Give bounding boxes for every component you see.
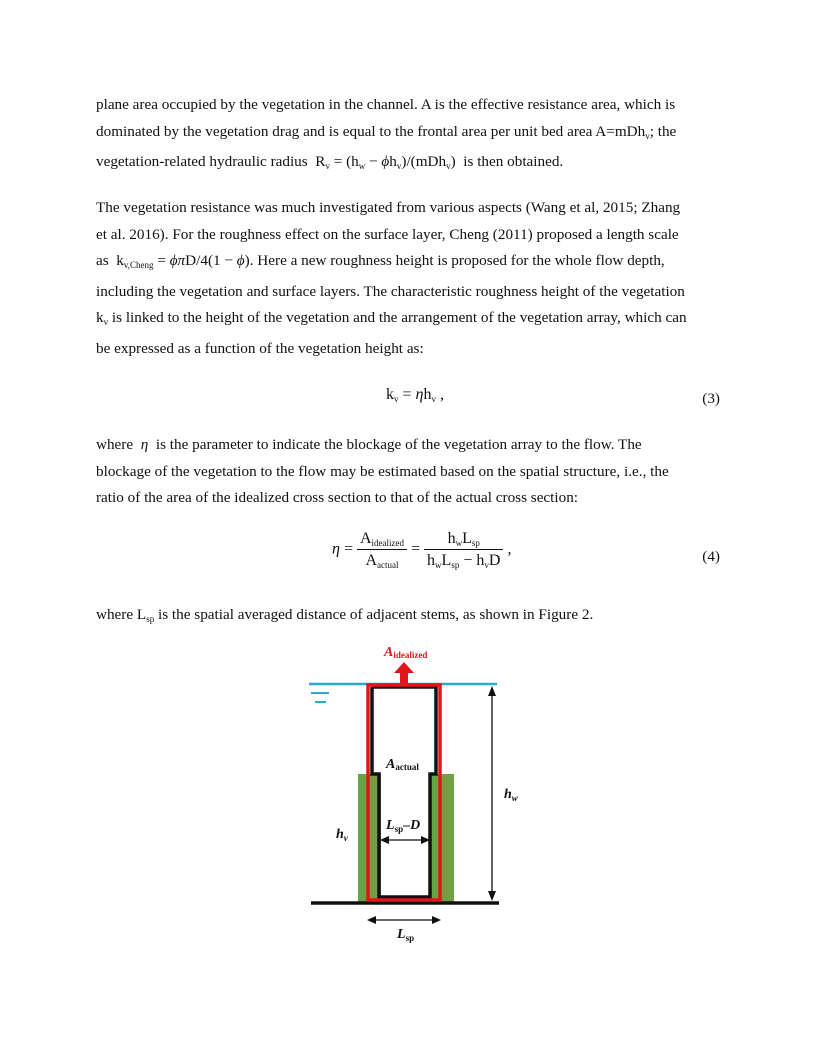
p4-text-a: where L bbox=[96, 606, 147, 623]
paragraph-4 bbox=[96, 602, 721, 633]
equation-3: $k_v = \eta h_v$ , bbox=[386, 386, 444, 404]
p2-line-3a: as bbox=[96, 252, 109, 270]
p1-line-2-sub: v bbox=[645, 130, 650, 141]
label-lsp-minus-d: $L_{sp}-D$ bbox=[386, 818, 421, 834]
hw-arrow-bottom bbox=[488, 891, 496, 901]
p3-line-3: ratio of the area of the idealized cross section to that of the actual cross section: bbox=[96, 489, 579, 507]
label-a-idealized: Aidealized bbox=[384, 645, 428, 660]
idealized-arrow-head bbox=[394, 662, 414, 673]
p2-line-2: et al. 2016). For the roughness effect on the surface layer, Cheng (2011) proposed a length scale bbox=[96, 225, 679, 243]
equation-4-number: (4) bbox=[702, 548, 720, 565]
p1-line-3b: is then obtained. bbox=[463, 153, 564, 171]
p2-line-5-sub: v bbox=[103, 317, 109, 328]
label-lsp: $L_{sp}$ bbox=[397, 927, 415, 943]
paragraph-2 bbox=[96, 195, 721, 363]
p2-line-1: The vegetation resistance was much investigated from various aspects (Wang et al, 2015; Zhang bbox=[96, 199, 681, 216]
p2-line-3b: . Here a new roughness height is proposed for the whole flow depth, bbox=[249, 252, 665, 270]
equation-3-number: (3) bbox=[702, 390, 720, 407]
p1-line-2a: dominated by the vegetation drag and is equal to the frontal area per unit bed area A=mDh bbox=[96, 122, 646, 140]
lsp-arrow-left bbox=[367, 916, 376, 924]
p1-line-3a: vegetation-related hydraulic radius bbox=[96, 153, 308, 171]
eta-symbol: η bbox=[136, 436, 153, 453]
p3-line-1a: where bbox=[96, 436, 134, 453]
p4-sub: sp bbox=[146, 614, 155, 624]
label-hw: $h_w$ bbox=[504, 787, 518, 803]
lsp-d-arrow-right bbox=[421, 836, 430, 844]
lsp-arrow-right bbox=[432, 916, 441, 924]
vegetation-stem-right bbox=[430, 774, 454, 902]
hw-arrow-top bbox=[488, 686, 496, 696]
p2-line-6: be expressed as a function of the vegetation height as: bbox=[96, 339, 424, 357]
idealized-cross-section-outline bbox=[368, 685, 440, 900]
label-a-actual: Aactual bbox=[386, 757, 419, 772]
p1-line-1: plane area occupied by the vegetation in the channel. A is the effective resistance area, which is bbox=[96, 96, 676, 113]
p2-line-5b: is linked to the height of the vegetation and the arrangement of the vegetation array, which can bbox=[108, 309, 687, 327]
idealized-arrow-shaft bbox=[400, 672, 408, 684]
paragraph-3 bbox=[96, 432, 721, 512]
p1-line-2b: ; the bbox=[649, 122, 677, 140]
actual-cross-section-outline bbox=[372, 687, 436, 897]
p3-line-2: blockage of the vegetation to the flow may be estimated based on the spatial structure, i.e., the bbox=[96, 462, 669, 480]
p3-line-1b: is the parameter to indicate the blockage of the vegetation array to the flow. The bbox=[155, 436, 642, 453]
paragraph-1 bbox=[96, 92, 721, 180]
lsp-d-arrow-left bbox=[380, 836, 389, 844]
p4-text-b: is the spatial averaged distance of adjacent stems, as shown in Figure 2. bbox=[154, 606, 594, 623]
label-hv: $h_v$ bbox=[336, 827, 348, 843]
vegetation-stem-left bbox=[358, 774, 381, 902]
p2-line-4: including the vegetation and surface layers. The characteristic roughness height of the vegetation bbox=[96, 282, 685, 300]
p2-line-5a: k bbox=[96, 309, 104, 327]
cheng-length-scale-formula: $k_{v,Cheng} = \phi\pi D/4(1 - \phi)$ bbox=[112, 252, 250, 271]
hydraulic-radius-formula: $R_v = (h_w - \phi h_v)/(mDh_v)$ bbox=[311, 153, 460, 172]
equation-4: η = $\frac{A_{idealized}}{A_{actual}}$ = $\frac{h_wL_{sp}}{h_wL_{sp} - h_vD}$ , bbox=[332, 530, 512, 570]
